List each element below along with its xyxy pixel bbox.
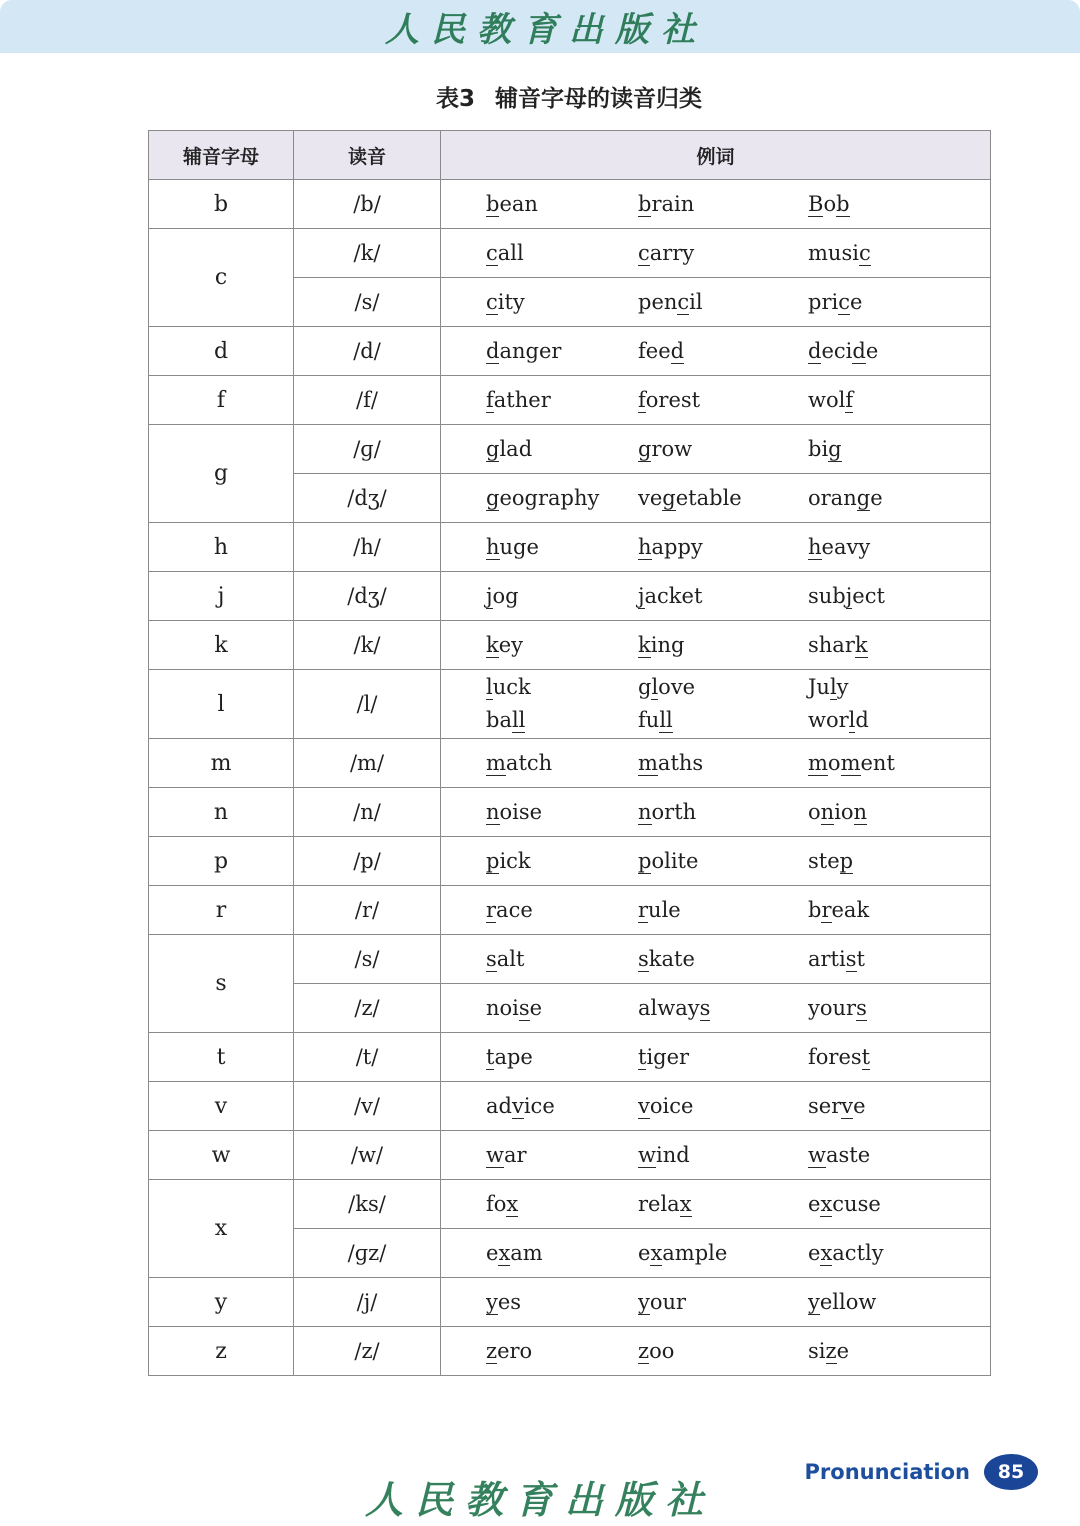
table-row — [149, 1278, 991, 1327]
example-word: call — [486, 240, 524, 265]
sound-cell: /ɡ/ — [294, 425, 441, 474]
example-word: serve — [808, 1093, 866, 1118]
example-word: tiger — [638, 1044, 690, 1069]
example-word: feed — [638, 338, 685, 363]
table-row — [149, 180, 991, 229]
examples-grid — [486, 1090, 989, 1123]
consonant-letter-cell: v — [149, 1082, 294, 1131]
example-word: yes — [486, 1289, 522, 1314]
consonant-letter-cell: z — [149, 1327, 294, 1376]
table-number-label: 表3 — [435, 86, 475, 112]
table-body — [149, 180, 991, 1376]
consonant-letter-cell: n — [149, 788, 294, 837]
examples-cell — [441, 523, 991, 572]
example-word: advice — [486, 1093, 555, 1118]
examples-cell — [441, 229, 991, 278]
consonant-letter-cell: t — [149, 1033, 294, 1082]
example-word: voice — [638, 1093, 694, 1118]
examples-cell — [441, 984, 991, 1033]
example-word: huge — [486, 534, 539, 559]
examples-grid — [486, 747, 989, 780]
example-word: big — [808, 436, 842, 461]
sound-cell: /z/ — [294, 1327, 441, 1376]
examples-grid — [486, 1286, 989, 1319]
example-word: heavy — [808, 534, 871, 559]
examples-cell — [441, 670, 991, 739]
example-word: danger — [486, 338, 562, 363]
examples-cell — [441, 935, 991, 984]
example-word: your — [638, 1289, 687, 1314]
table-row — [149, 327, 991, 376]
examples-grid — [486, 894, 989, 927]
table-row — [149, 572, 991, 621]
sound-cell: /dʒ/ — [294, 572, 441, 621]
examples-grid — [486, 845, 989, 878]
examples-cell — [441, 739, 991, 788]
publisher-logo-bottom: 人民教育出版社 — [364, 1478, 715, 1522]
example-word: yellow — [808, 1289, 877, 1314]
consonant-letter-cell: g — [149, 425, 294, 523]
table-row — [149, 1131, 991, 1180]
example-word: forest — [808, 1044, 871, 1069]
example-word: pencil — [638, 289, 703, 314]
examples-grid — [486, 796, 989, 829]
examples-cell — [441, 425, 991, 474]
example-word: zoo — [638, 1338, 675, 1363]
examples-grid — [486, 671, 989, 737]
example-word: July world — [808, 675, 869, 732]
examples-cell — [441, 886, 991, 935]
table-row — [149, 1082, 991, 1131]
table-row — [149, 739, 991, 788]
example-word: fox — [486, 1191, 519, 1216]
example-word: excuse — [808, 1191, 881, 1216]
consonant-letter-cell: r — [149, 886, 294, 935]
sound-cell: /ɡz/ — [294, 1229, 441, 1278]
example-word: size — [808, 1338, 850, 1363]
example-word: father — [486, 387, 551, 412]
example-word: onion — [808, 799, 868, 824]
section-label: Pronunciation — [804, 1460, 970, 1484]
table-row — [149, 229, 991, 278]
sound-cell: /dʒ/ — [294, 474, 441, 523]
example-word: bean — [486, 191, 538, 216]
example-word: geography — [486, 485, 600, 510]
sound-cell: /v/ — [294, 1082, 441, 1131]
sound-cell: /f/ — [294, 376, 441, 425]
example-word: glove full — [638, 675, 696, 732]
table-header-row — [149, 131, 991, 180]
sound-cell: /r/ — [294, 886, 441, 935]
table-row — [149, 1033, 991, 1082]
header-example-words: 例词 — [441, 131, 991, 180]
examples-grid — [486, 237, 989, 270]
example-word: music — [808, 240, 871, 265]
examples-cell — [441, 1278, 991, 1327]
example-word: jacket — [638, 583, 703, 608]
sound-cell: /z/ — [294, 984, 441, 1033]
example-word: step — [808, 848, 854, 873]
example-word: exam — [486, 1240, 543, 1265]
example-word: north — [638, 799, 697, 824]
consonant-letter-cell: y — [149, 1278, 294, 1327]
examples-grid — [486, 992, 989, 1025]
table-row — [149, 886, 991, 935]
sound-cell: /s/ — [294, 278, 441, 327]
examples-grid — [486, 188, 989, 221]
examples-grid — [486, 629, 989, 662]
table-row — [149, 523, 991, 572]
example-word: waste — [808, 1142, 871, 1167]
consonant-letter-cell: s — [149, 935, 294, 1033]
examples-cell — [441, 1131, 991, 1180]
table-row — [149, 670, 991, 739]
examples-grid — [486, 384, 989, 417]
example-word: war — [486, 1142, 527, 1167]
consonant-letter-cell: m — [149, 739, 294, 788]
example-word: pick — [486, 848, 531, 873]
example-word: artist — [808, 946, 865, 971]
examples-cell — [441, 376, 991, 425]
sound-cell: /w/ — [294, 1131, 441, 1180]
sound-cell: /b/ — [294, 180, 441, 229]
table-row — [149, 1180, 991, 1229]
examples-grid — [486, 1041, 989, 1074]
sound-cell: /k/ — [294, 229, 441, 278]
examples-cell — [441, 1327, 991, 1376]
examples-cell — [441, 1033, 991, 1082]
example-word: grow — [638, 436, 693, 461]
sound-cell: /t/ — [294, 1033, 441, 1082]
table-row — [149, 788, 991, 837]
examples-cell — [441, 1229, 991, 1278]
examples-grid — [486, 1188, 989, 1221]
consonant-letter-cell: p — [149, 837, 294, 886]
consonant-letter-cell: h — [149, 523, 294, 572]
table-row — [149, 935, 991, 984]
page-number-badge: 85 — [984, 1454, 1038, 1490]
sound-cell: /j/ — [294, 1278, 441, 1327]
example-word: race — [486, 897, 533, 922]
sound-cell: /k/ — [294, 621, 441, 670]
sound-cell: /s/ — [294, 935, 441, 984]
sound-cell: /d/ — [294, 327, 441, 376]
example-word: city — [486, 289, 525, 314]
sound-cell: /l/ — [294, 670, 441, 739]
table-row — [149, 425, 991, 474]
example-word: match — [486, 750, 553, 775]
table-row — [149, 1327, 991, 1376]
examples-grid — [486, 482, 989, 515]
example-word: luck ball — [486, 675, 531, 732]
sound-cell: /h/ — [294, 523, 441, 572]
example-word: tape — [486, 1044, 533, 1069]
example-word: break — [808, 897, 870, 922]
table-row — [149, 621, 991, 670]
sound-cell: /n/ — [294, 788, 441, 837]
example-word: salt — [486, 946, 525, 971]
example-word: orange — [808, 485, 883, 510]
examples-cell — [441, 788, 991, 837]
page-title — [148, 84, 990, 114]
sound-cell: /m/ — [294, 739, 441, 788]
examples-grid — [486, 1335, 989, 1368]
examples-cell — [441, 621, 991, 670]
header-consonant-letter: 辅音字母 — [149, 131, 294, 180]
example-word: vegetable — [638, 485, 742, 510]
example-word: happy — [638, 534, 703, 559]
examples-grid — [486, 1237, 989, 1270]
consonant-letter-cell: f — [149, 376, 294, 425]
sound-cell: /ks/ — [294, 1180, 441, 1229]
consonant-letter-cell: k — [149, 621, 294, 670]
examples-grid — [486, 1139, 989, 1172]
examples-cell — [441, 180, 991, 229]
example-word: always — [638, 995, 711, 1020]
examples-grid — [486, 943, 989, 976]
example-word: moment — [808, 750, 895, 775]
consonant-pronunciation-table — [148, 130, 991, 1376]
examples-cell — [441, 1180, 991, 1229]
table-row — [149, 837, 991, 886]
examples-grid — [486, 433, 989, 466]
example-word: zero — [486, 1338, 533, 1363]
example-word: Bob — [808, 191, 850, 216]
example-word: skate — [638, 946, 695, 971]
example-word: price — [808, 289, 863, 314]
consonant-letter-cell: x — [149, 1180, 294, 1278]
example-word: key — [486, 632, 524, 657]
consonant-letter-cell: d — [149, 327, 294, 376]
examples-grid — [486, 335, 989, 368]
bottom-logo-wrap — [0, 1469, 1080, 1524]
example-word: shark — [808, 632, 868, 657]
examples-grid — [486, 580, 989, 613]
table-title-text: 辅音字母的读音归类 — [495, 86, 702, 112]
example-word: noise — [486, 995, 543, 1020]
consonant-letter-cell: j — [149, 572, 294, 621]
publisher-logo-top: 人民教育出版社 — [385, 10, 707, 50]
examples-cell — [441, 572, 991, 621]
example-word: brain — [638, 191, 695, 216]
example-word: polite — [638, 848, 699, 873]
example-word: subject — [808, 583, 885, 608]
table-row — [149, 376, 991, 425]
consonant-letter-cell: c — [149, 229, 294, 327]
examples-grid — [486, 286, 989, 319]
top-header-band — [0, 0, 1080, 53]
example-word: decide — [808, 338, 879, 363]
examples-cell — [441, 278, 991, 327]
examples-cell — [441, 1082, 991, 1131]
example-word: carry — [638, 240, 695, 265]
example-word: forest — [638, 387, 701, 412]
example-word: example — [638, 1240, 728, 1265]
example-word: wolf — [808, 387, 854, 412]
header-sound: 读音 — [294, 131, 441, 180]
example-word: yours — [808, 995, 867, 1020]
example-word: rule — [638, 897, 681, 922]
example-word: relax — [638, 1191, 692, 1216]
example-word: noise — [486, 799, 543, 824]
examples-grid — [486, 531, 989, 564]
example-word: king — [638, 632, 685, 657]
consonant-letter-cell: l — [149, 670, 294, 739]
example-word: exactly — [808, 1240, 884, 1265]
sound-cell: /p/ — [294, 837, 441, 886]
examples-cell — [441, 327, 991, 376]
examples-cell — [441, 474, 991, 523]
consonant-letter-cell: b — [149, 180, 294, 229]
example-word: glad — [486, 436, 533, 461]
example-word: maths — [638, 750, 704, 775]
examples-cell — [441, 837, 991, 886]
consonant-letter-cell: w — [149, 1131, 294, 1180]
example-word: jog — [486, 583, 519, 608]
example-word: wind — [638, 1142, 690, 1167]
